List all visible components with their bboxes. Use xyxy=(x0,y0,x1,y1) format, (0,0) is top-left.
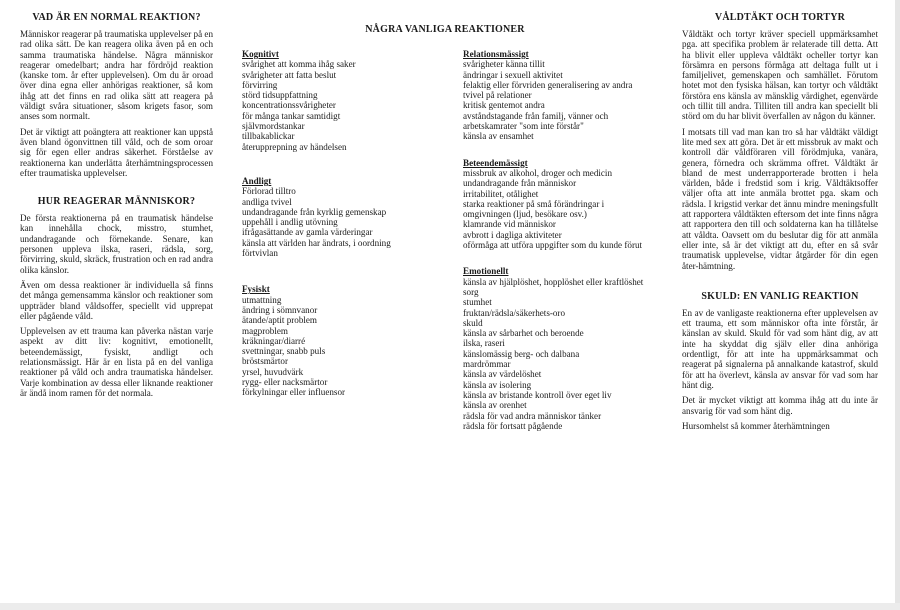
list-item: missbruk av alkohol, droger och medicin xyxy=(463,167,613,178)
page-edge xyxy=(895,0,900,610)
paragraph: Våldtäkt och tortyr kräver speciell uppmärksamhet pga. att specifika problem är relaterade till detta. Att ha blivit eller uppleva våldtäkt ocheller tortyr kan försämra en persons förmåga att deltaga fullt ut i familjelivet, gemenskapen och samhället. Förutom hotet mot den fysiska hälsan, kan tortyr och våldtäkt förstöra ens känsla av mänsklig värdighet, egenvärde och tillit till andra. Tilliten till andra kan speciellt bli störd om du har blivit överfallen av någon du känner. xyxy=(682,29,878,122)
list-item: känslomässig berg- och dalbana xyxy=(463,348,580,359)
list-item: kritisk gentemot andra xyxy=(463,100,545,111)
paragraph: En av de vanligaste reaktionerna efter upplevelsen av ett trauma, ett som människor ofta inte förstår, är känslan av skuld. Skuld för vad som hänt dig, av att inte ha skyddat dig själv eller dina anhöriga ordentligt, för att inte ha uppmärksammat och reagerat på signalerna på annalkande katastrof, skuld för att ha överlevt, känsla av ansvar för vad som har hänt dig. xyxy=(682,307,878,390)
list-item: kräkningar/diarré xyxy=(242,335,306,346)
list-item: felaktig eller förvriden generalisering av andra xyxy=(463,79,633,90)
list-item: sorg xyxy=(463,286,479,297)
heading-how-people-react: HUR REAGERAR MÄNNISKOR? xyxy=(37,196,196,208)
list-item: andliga tvivel xyxy=(242,196,292,207)
heading-guilt: SKULD: EN VANLIG REAKTION xyxy=(701,290,859,302)
list-item: svårighet att komma ihåg saker xyxy=(242,59,356,70)
paragraph: Även om dessa reaktioner är individuella så finns det många gemensamma känslor och reaktioner som uppträder bland våldsoffer, speciellt vid upprepat eller pågående våld. xyxy=(20,279,213,321)
list-item: uppehåll i andlig utövning xyxy=(242,217,338,228)
category-title: Emotionellt xyxy=(463,266,509,277)
paragraph: Människor reagerar på traumatiska upplevelser på en rad olika sätt. De kan reagera olika även på en och samma traumatiska händelse. Några människor reagerar omedelbart; andra har fördröjd reaktion (kanske tom. år efter upplevelsen). Om du är oroad över dina egna eller anhörigas reaktioner, så kom ihåg att det finns en rad olika sätt att reagera på väldigt svåra situationer, såsom krigets fasor, som anses som normalt. xyxy=(20,29,213,122)
category-title: Kognitivt xyxy=(242,49,279,59)
list-item: klamrande vid människor xyxy=(463,219,556,230)
list-item: förkylningar eller influensor xyxy=(242,387,346,398)
list-item: självmordstankar xyxy=(242,121,305,132)
category-physical xyxy=(242,284,438,397)
list-item: stumhet xyxy=(463,297,492,308)
category-title: Fysiskt xyxy=(242,284,270,295)
category-title: Beteendemässigt xyxy=(463,157,528,168)
category-title: Relationsmässigt xyxy=(463,49,529,59)
list-item: återupprepning av händelsen xyxy=(242,141,347,152)
list-item: känsla av ensamhet xyxy=(463,131,534,142)
heading-normal-reaction: VAD ÄR EN NORMAL REAKTION? xyxy=(32,12,201,23)
reaction-list-left xyxy=(242,49,438,410)
list-item: ändringar i sexuell aktivitet xyxy=(463,69,563,80)
list-item: känsla att världen har ändrats, i oordning xyxy=(242,237,391,248)
paragraph: Det är viktigt att poängtera att reaktioner kan uppstå även bland ögonvittnen till våld, och de som oroar sig för egen eller andras säkerhet. Förståelse av reaktionerna kan underlätta återhämtningsprocessen efter traumatiska upplevelser. xyxy=(20,126,213,178)
list-item: för många tankar samtidigt xyxy=(242,110,341,121)
list-item: svettningar, snabb puls xyxy=(242,346,326,357)
category-cognitive xyxy=(242,49,438,152)
list-item: rygg- eller nacksmärtor xyxy=(242,377,328,388)
list-item: fruktan/rädsla/säkerhets-oro xyxy=(463,307,566,318)
category-title: Andligt xyxy=(242,175,272,186)
paragraph: Det är mycket viktigt att komma ihåg att du inte är ansvarig för vad som hänt dig. xyxy=(682,395,878,416)
middle-column xyxy=(242,24,648,431)
list-item: störd tidsuppfattning xyxy=(242,90,318,101)
list-item: känsla av bristande kontroll över eget liv xyxy=(463,389,612,400)
list-item: svårigheter att fatta beslut xyxy=(242,69,337,80)
category-relational xyxy=(463,49,648,142)
list-item: rädsla för fortsatt pågående xyxy=(463,420,563,431)
list-item: yrsel, huvudvärk xyxy=(242,366,304,377)
list-item: mardrömmar xyxy=(463,359,511,370)
list-item: starka reaktioner på små förändringar i omgivningen (ljud, besökare osv.) xyxy=(463,198,605,220)
paragraph: De första reaktionerna på en traumatisk händelse kan innehålla chock, misstro, stumhet, undandragande och förnekande. Senare, kan personen uppleva ilska, raseri, rädsla, sorg, förvirring, skuld, skräck, frustration och en rad andra olika känslor. xyxy=(20,213,213,275)
list-item: magproblem xyxy=(242,325,288,336)
reaction-list-right xyxy=(463,49,648,443)
heading-common-reactions: NÅGRA VANLIGA REAKTIONER xyxy=(365,24,525,35)
heading-rape-and-torture: VÅLDTÄKT OCH TORTYR xyxy=(714,12,846,23)
list-item: koncentrationssvårigheter xyxy=(242,100,336,111)
paragraph: Hursomhelst så kommer återhämtningen xyxy=(682,420,830,431)
list-item: avståndstagande från familj, vänner och arbetskamrater "som inte förstår" xyxy=(463,110,609,132)
list-item: känsla av sårbarhet och beroende xyxy=(463,328,584,339)
list-item: ändring i sömnvanor xyxy=(242,304,318,315)
list-item: irritabilitet, otålighet xyxy=(463,188,539,199)
list-item: Förlorad tilltro xyxy=(242,186,296,197)
list-item: utmattning xyxy=(242,294,282,305)
list-item: förtvivlan xyxy=(242,248,278,259)
list-item: känsla av orenhet xyxy=(463,400,527,411)
list-item: tvivel på relationer xyxy=(463,90,532,101)
list-item: undandragande från kyrklig gemenskap xyxy=(242,206,387,217)
list-item: avbrott i dagliga aktiviteter xyxy=(463,229,562,240)
list-item: tillbakablickar xyxy=(242,131,295,142)
list-item: ätande/aptit problem xyxy=(242,315,317,326)
page-bottom-edge xyxy=(0,603,900,610)
list-item: oförmåga att utföra uppgifter som du kunde förut xyxy=(463,240,643,251)
list-item: känsla av hjälplöshet, hopplöshet eller kraftlöshet xyxy=(463,276,644,287)
list-item: svårigheter känna tillit xyxy=(463,59,545,70)
list-item: känsla av isolering xyxy=(463,379,532,390)
left-column xyxy=(20,12,213,403)
list-item: ifrågasättande av gamla värderingar xyxy=(242,227,373,238)
list-item: skuld xyxy=(463,317,483,328)
list-item: bröstsmärtor xyxy=(242,356,288,367)
category-emotional xyxy=(463,266,648,431)
list-item: undandragande från människor xyxy=(463,178,577,189)
right-column xyxy=(682,12,878,436)
list-item: ilska, raseri xyxy=(463,338,505,349)
list-item: förvirring xyxy=(242,79,278,90)
paragraph: I motsats till vad man kan tro så har våldtäkt väldigt lite med sex att göra. Det är ett missbruk av makt och kontroll där våldföraren vill förödmjuka, vanära, genera, förnedra och skrämma offret. Våldtäkt är bland de mest underrapporterade brotten i hela världen, både i fredstid som i krig. Våldtäktsoffer väljer ofta att inte anmäla brottet pga. skam och rädsla. I krigstid verkar det ännu mindre meningsfullt att rapportera våldtäkten eftersom det inte finns några att rapportera den till och soldaterna kan ha tillåtelse att våldta. Oavsett om du beslutar dig för att anmäla eller inte, så är det viktigt att du, efter en så svår traumatisk upplevelse, vidtar åtgärder för din egen åter-hämtning. xyxy=(682,126,878,271)
category-spiritual xyxy=(242,176,438,258)
list-item: rädsla för vad andra människor tänker xyxy=(463,410,602,421)
list-item: känsla av värdelöshet xyxy=(463,369,542,380)
category-behavioral xyxy=(463,158,648,251)
paragraph: Upplevelsen av ett trauma kan påverka nästan varje aspekt av ditt liv: kognitivt, emotionellt, beteendemässigt, fysiskt, andligt och relationsmässigt. Här är en lista på en del vanliga reaktioner på våld och andra traumatiska händelser. Varje kombination av dessa eller liknande reaktioner är ändå inom ramen för det normala. xyxy=(20,326,213,398)
